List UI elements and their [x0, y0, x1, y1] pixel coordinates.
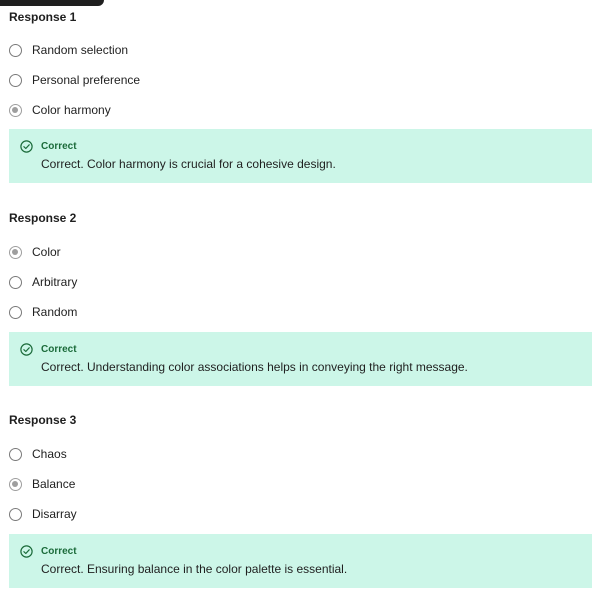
option-random-selection[interactable] — [9, 41, 128, 59]
top-tab-edge — [0, 0, 104, 6]
check-circle-icon — [20, 140, 33, 153]
option-balance[interactable] — [9, 475, 75, 493]
feedback-panel — [9, 332, 592, 386]
radio-checked-icon[interactable] — [9, 478, 22, 491]
radio-unchecked-icon[interactable] — [9, 276, 22, 289]
option-label: Random — [32, 305, 78, 319]
option-personal-preference[interactable] — [9, 71, 140, 89]
option-label: Chaos — [32, 447, 67, 461]
radio-unchecked-icon[interactable] — [9, 44, 22, 57]
response-title: Response 1 — [9, 10, 77, 24]
feedback-panel — [9, 129, 592, 183]
check-circle-icon — [20, 343, 33, 356]
feedback-text: Correct. Understanding color associations helps in conveying the right message. — [41, 360, 468, 374]
option-label: Color — [32, 245, 61, 259]
feedback-text: Correct. Color harmony is crucial for a cohesive design. — [41, 157, 336, 171]
response-title: Response 3 — [9, 413, 77, 427]
option-label: Color harmony — [32, 103, 111, 117]
radio-checked-icon[interactable] — [9, 104, 22, 117]
radio-unchecked-icon[interactable] — [9, 448, 22, 461]
option-random[interactable] — [9, 303, 77, 321]
option-label: Random selection — [32, 43, 129, 57]
radio-unchecked-icon[interactable] — [9, 306, 22, 319]
response-title: Response 2 — [9, 211, 77, 225]
option-chaos[interactable] — [9, 445, 67, 463]
option-disarray[interactable] — [9, 505, 77, 523]
option-color-harmony[interactable] — [9, 101, 111, 119]
check-circle-icon — [20, 545, 33, 558]
option-label: Arbitrary — [32, 275, 78, 289]
option-label: Disarray — [32, 507, 77, 521]
radio-unchecked-icon[interactable] — [9, 508, 22, 521]
feedback-panel — [9, 534, 592, 588]
radio-unchecked-icon[interactable] — [9, 74, 22, 87]
option-arbitrary[interactable] — [9, 273, 77, 291]
feedback-status: Correct — [41, 141, 77, 152]
option-label: Personal preference — [32, 73, 141, 87]
feedback-status: Correct — [41, 344, 77, 355]
option-label: Balance — [32, 477, 76, 491]
radio-checked-icon[interactable] — [9, 246, 22, 259]
feedback-text: Correct. Ensuring balance in the color palette is essential. — [41, 562, 348, 576]
feedback-status: Correct — [41, 546, 77, 557]
option-color[interactable] — [9, 243, 61, 261]
